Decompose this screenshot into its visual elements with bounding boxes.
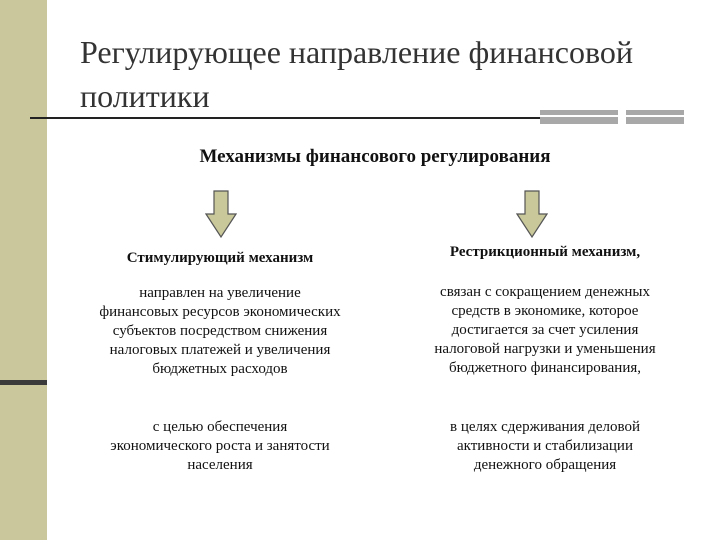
text-line: активности и стабилизации — [457, 438, 633, 454]
text-line: денежного обращения — [473, 457, 617, 473]
title-rule-block — [540, 110, 618, 124]
section-subtitle: Механизмы финансового регулирования — [199, 146, 551, 167]
text-line: экономического роста и занятости — [110, 438, 330, 454]
title-rule-block — [626, 110, 684, 124]
slide-title — [80, 30, 680, 118]
text-line: налоговых платежей и увеличения — [109, 342, 331, 358]
title-line-1: Регулирующее направление финансовой — [80, 34, 633, 70]
restrictive-mechanism-heading: Рестрикционный механизм, — [449, 244, 641, 260]
text-line: с целью обеспечения — [152, 419, 288, 435]
text-line: связан с сокращением денежных — [440, 284, 650, 300]
title-rule-gap — [618, 110, 626, 124]
stimulating-description — [60, 284, 380, 379]
restrictive-goal — [400, 418, 690, 475]
text-line: средств в экономике, которое — [451, 303, 639, 319]
left-accent-bar — [0, 0, 47, 540]
text-line: достигается за счет усиления — [451, 322, 639, 338]
left-bar-divider — [0, 380, 47, 385]
text-line: направлен на увеличение — [139, 285, 301, 301]
text-line: в целях сдерживания деловой — [449, 419, 641, 435]
down-arrow-icon — [516, 190, 548, 238]
title-line-2: политики — [80, 78, 210, 114]
text-line: налоговой нагрузки и уменьшения — [434, 341, 656, 357]
text-line: финансовых ресурсов экономических — [99, 304, 341, 320]
text-line: бюджетных расходов — [152, 361, 288, 377]
down-arrow-icon — [205, 190, 237, 238]
text-line: бюджетного финансирования, — [448, 360, 642, 376]
text-line: населения — [187, 457, 253, 473]
text-line: субъектов посредством снижения — [112, 323, 328, 339]
stimulating-mechanism-heading: Стимулирующий механизм — [126, 250, 314, 266]
restrictive-description — [400, 283, 690, 378]
stimulating-goal — [60, 418, 380, 475]
title-underline — [30, 117, 540, 119]
